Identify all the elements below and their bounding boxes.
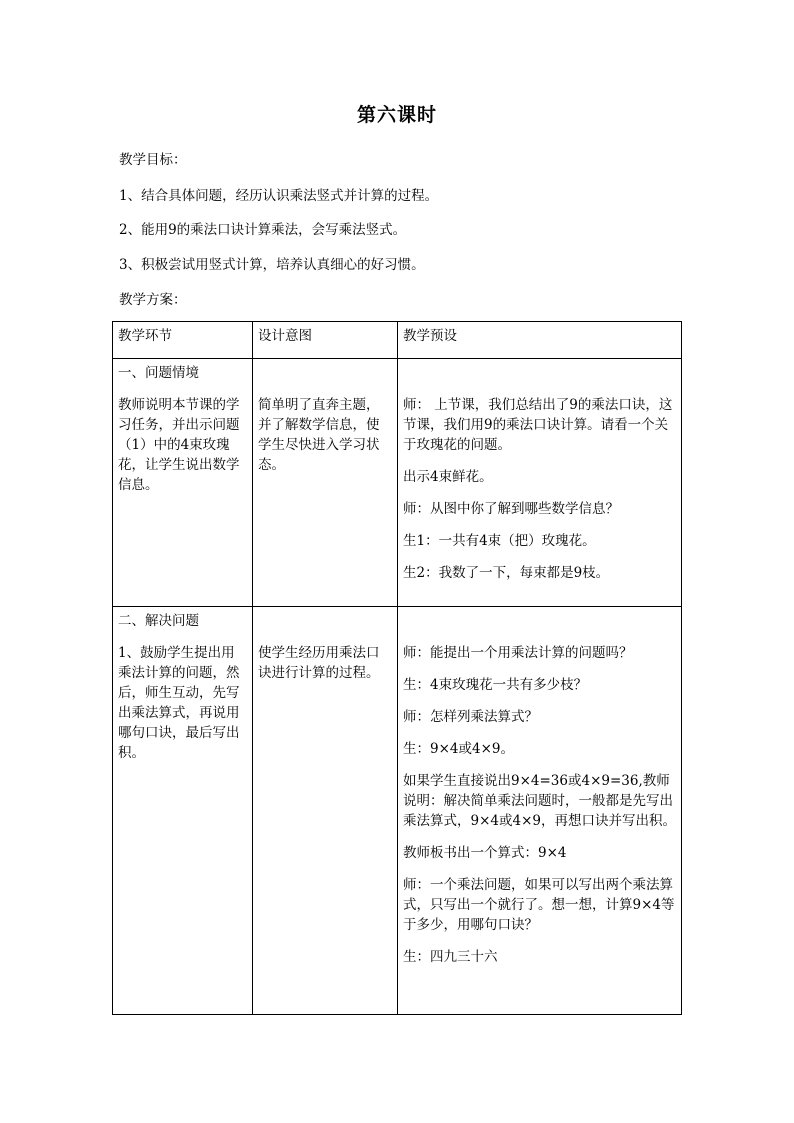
- table-row: [113, 359, 682, 607]
- stage-description: 教师说明本节课的学习任务，并出示问题（1）中的4束玫瑰花，让学生说出数学信息。: [118, 397, 240, 493]
- objective-item: 1、结合具体问题，经历认识乘法竖式并计算的过程。: [119, 188, 439, 204]
- preset-line: 生1：一共有4束（把）玫瑰花。: [403, 533, 596, 549]
- preset-line: 如果学生直接说出9×4=36或4×9=36,教师说明：解决简单乘法问题时，一般都是先写出乘法算式，9×4或4×9，再想口诀并写出积。: [403, 773, 676, 829]
- plan-heading: 教学方案：: [119, 292, 187, 308]
- preset-line: 师：怎样列乘法算式？: [403, 709, 538, 725]
- preset-line: 生：9×4或4×9。: [403, 741, 514, 757]
- preset-line: 生：四九三十六: [403, 949, 498, 965]
- intent-cell: [253, 359, 398, 607]
- intent-cell: [253, 607, 398, 1015]
- section-label: 一、问题情境: [118, 365, 199, 381]
- preset-line: 师：能提出一个用乘法计算的问题吗？: [403, 645, 633, 661]
- header-cell-intent: 设计意图: [253, 322, 398, 359]
- preset-line: 师： 上节课，我们总结出了9的乘法口诀，这节课，我们用9的乘法口诀计算。请看一个关于玫瑰花的问题。: [403, 397, 673, 453]
- preset-cell: [398, 607, 682, 1015]
- teaching-plan-table: [112, 321, 682, 1015]
- objective-item: 2、能用9的乘法口诀计算乘法，会写乘法竖式。: [119, 222, 407, 238]
- preset-line: 生：4束玫瑰花一共有多少枝？: [403, 677, 588, 693]
- preset-line: 出示4束鲜花。: [403, 469, 493, 485]
- preset-line: 师：一个乘法问题，如果可以写出两个乘法算式，只写出一个就行了。想一想，计算9×4等于多少，用哪句口诀？: [403, 877, 675, 933]
- objectives-heading: 教学目标：: [119, 152, 187, 168]
- stage-cell: [113, 607, 253, 1015]
- objective-item: 3、积极尝试用竖式计算，培养认真细心的好习惯。: [119, 257, 425, 273]
- preset-line: 生2：我数了一下，每束都是9枝。: [403, 565, 610, 581]
- header-cell-stage: 教学环节: [113, 322, 253, 359]
- header-cell-preset: 教学预设: [398, 322, 682, 359]
- table-header-row: [113, 322, 682, 359]
- stage-description: 1、鼓励学生提出用乘法计算的问题，然后，师生互动，先写出乘法算式，再说用哪句口诀，最后写出积。: [118, 645, 240, 761]
- preset-line: 教师板书出一个算式：9×4: [403, 845, 567, 861]
- stage-cell: [113, 359, 253, 607]
- table-row: [113, 607, 682, 1015]
- preset-cell: [398, 359, 682, 607]
- intent-text: 使学生经历用乘法口诀进行计算的过程。: [258, 645, 380, 681]
- intent-text: 简单明了直奔主题，并了解数学信息，使学生尽快进入学习状态。: [258, 397, 380, 473]
- page-title: 第六课时: [356, 104, 437, 126]
- preset-line: 师：从图中你了解到哪些数学信息？: [403, 501, 619, 517]
- section-label: 二、解决问题: [118, 613, 199, 629]
